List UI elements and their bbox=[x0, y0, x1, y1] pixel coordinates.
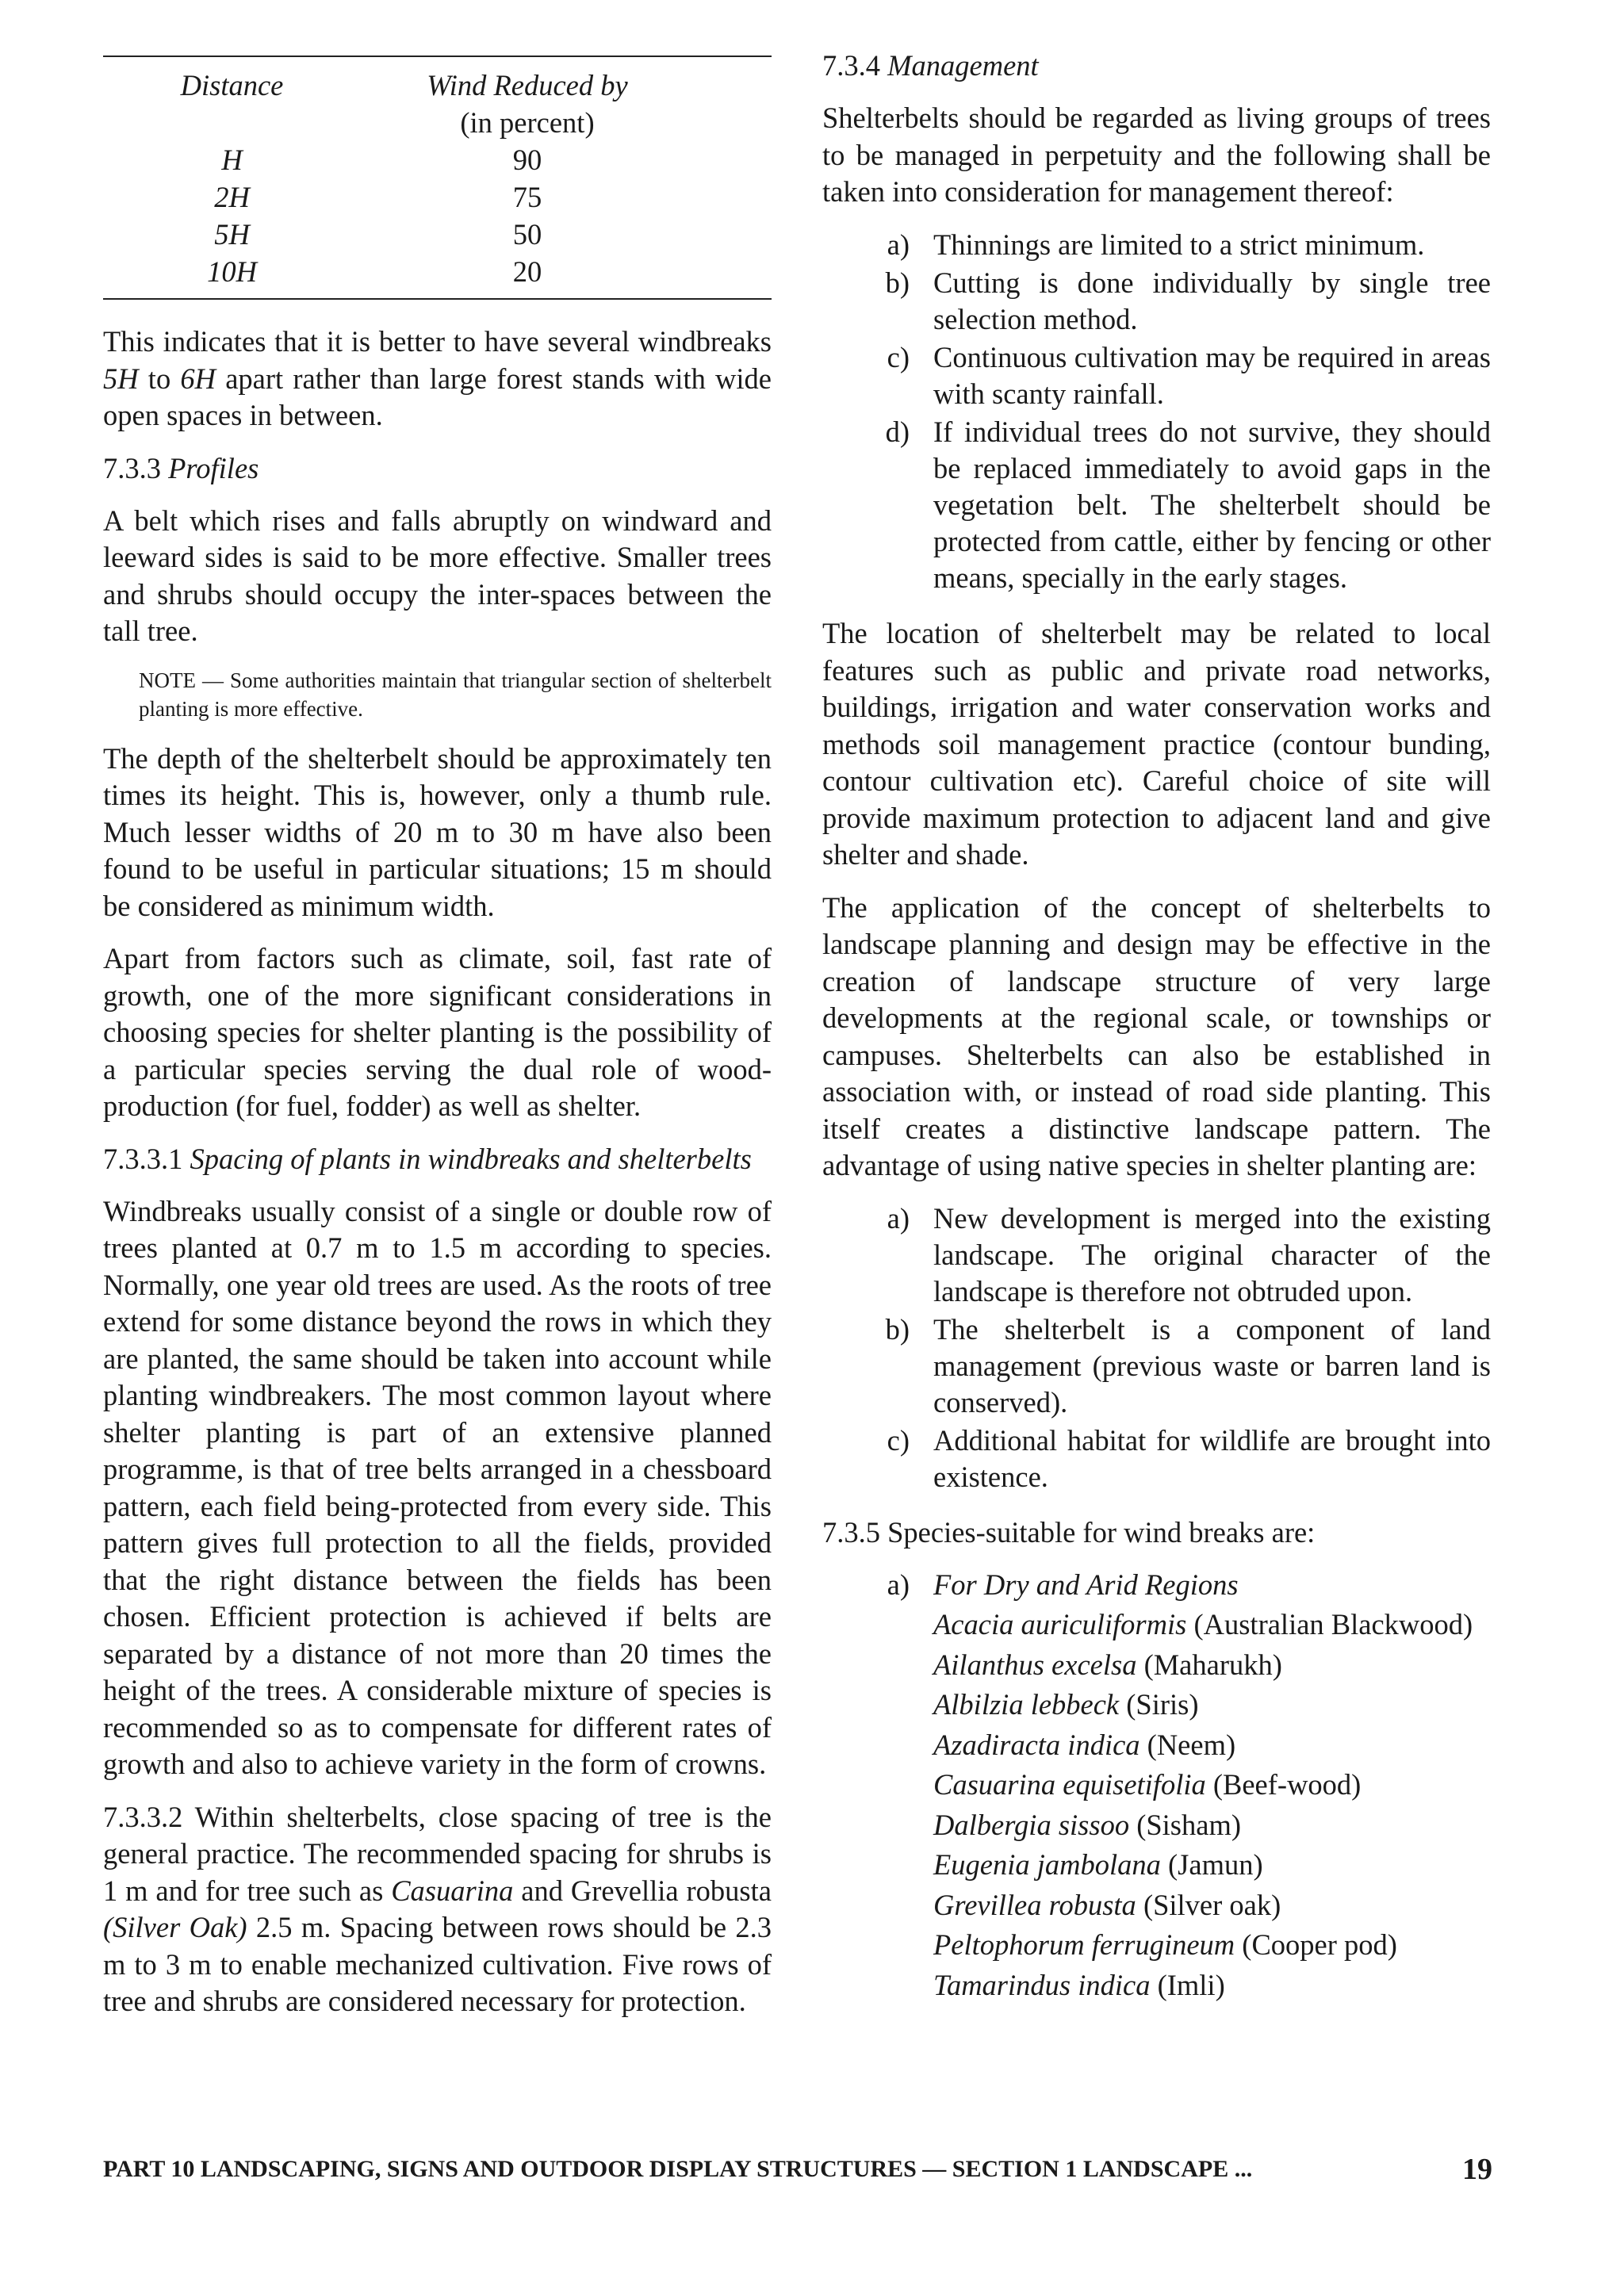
note: NOTE — Some authorities maintain that triangular section of shelterbelt planting is more effective. bbox=[139, 668, 772, 721]
heading-7-3-3: 7.3.3 Profiles bbox=[103, 451, 259, 484]
list-item: c) Additional habitat for wildlife are brought into existence. bbox=[887, 1423, 1491, 1493]
species-group: a) For Dry and Arid Regions bbox=[822, 1567, 1491, 1604]
table-header-wind-reduced: Wind Reduced by bbox=[427, 69, 628, 101]
list-item: Tamarindus indica (Imli) bbox=[933, 1968, 1225, 2001]
table-cell-reduced: 90 bbox=[512, 144, 542, 176]
paragraph-profiles: A belt which rises and falls abruptly on windward and leeward sides is said to be more effective. Smaller trees and shrubs should occupy the inter-spaces between the tall tree. bbox=[103, 503, 772, 647]
list-item: Casuarina equisetifolia (Beef-wood) bbox=[933, 1768, 1362, 1801]
paragraph-location: The location of shelterbelt may be related to local features such as public and private road networks, buildings, irrigation and water conservation works and methods soil management practice (contour bunding, contour cultivation etc). Careful choice of site will provide maximum protection to adjacent land and give shelter and shade. bbox=[822, 617, 1491, 871]
list-item: Ailanthus excelsa (Maharukh) bbox=[933, 1648, 1282, 1681]
list-item: Dalbergia sissoo (Sisham) bbox=[933, 1808, 1241, 1841]
list-item: a) Thinnings are limited to a strict minimum. bbox=[887, 228, 1425, 261]
table-cell-reduced: 50 bbox=[512, 218, 542, 251]
paragraph-species-factors: Apart from factors such as climate, soil, fast rate of growth, one of the more significant considerations in choosing species for shelter planting is the possibility of a particular species serving the dual role of wood-production (for fuel, fodder) as well as shelter. bbox=[103, 942, 772, 1122]
list-item: c) Continuous cultivation may be required in areas with scanty rainfall. bbox=[887, 341, 1491, 410]
management-list bbox=[822, 227, 1491, 597]
paragraph-windbreak-rows: Windbreaks usually consist of a single or double row of trees planted at 0.7 m to 1.5 m according to species. Normally, one year old trees are used. As the roots of tree extend for some distance beyond the rows in which they are planted, the same should be taken into account while planting windbreakers. The most common layout where shelter planting is part of an extensive planned programme, is that of tree belts arranged in a chessboard pattern, each field being-protected from every side. This pattern gives full protection to all the fields, provided that the right distance between the fields has been chosen. Efficient protection is achieved if belts are separated by a distance of not more than 20 times the height of the trees. A considerable mixture of species is recommended so as to compensate for different rates of growth and also to achieve variety in the form of crowns. bbox=[103, 1194, 772, 1780]
heading-7-3-5: 7.3.5 Species-suitable for wind breaks are: bbox=[822, 1515, 1316, 1549]
left-column bbox=[103, 48, 772, 2036]
heading-7-3-3-1: 7.3.3.1 Spacing of plants in windbreaks and shelterbelts bbox=[103, 1142, 752, 1175]
table-row bbox=[103, 216, 772, 253]
paragraph-windbreak-spacing: This indicates that it is better to have several windbreaks 5H to 6H apart rather than large forest stands with wide open spaces in between. bbox=[103, 325, 772, 431]
species-list bbox=[933, 1605, 1491, 2005]
wind-reduction-table bbox=[103, 56, 772, 300]
advantages-list bbox=[822, 1200, 1491, 1495]
species-group-heading: For Dry and Arid Regions bbox=[933, 1568, 1239, 1601]
table-row bbox=[103, 253, 772, 290]
paragraph-application: The application of the concept of shelterbelts to landscape planning and design may be effective in the creation of landscape structure of very large developments at the regional scale, or townships or campuses. Shelterbelts can also be established in association with, or instead of road side planting. This itself creates a distinctive landscape pattern. The advantage of using native species in shelter planting are: bbox=[822, 890, 1491, 1181]
table-header-row bbox=[103, 67, 772, 104]
list-item: Azadiracta indica (Neem) bbox=[933, 1728, 1236, 1761]
list-item: a) New development is merged into the existing landscape. The original character of the landscape is therefore not obtruded upon. bbox=[887, 1201, 1491, 1307]
table-cell-reduced: 20 bbox=[512, 255, 542, 288]
list-item: Eugenia jambolana (Jamun) bbox=[933, 1848, 1263, 1881]
list-item: Peltophorum ferrugineum (Cooper pod) bbox=[933, 1928, 1397, 1961]
list-item: Acacia auriculiformis (Australian Blackwood) bbox=[933, 1608, 1473, 1641]
table-cell-distance: 10H bbox=[207, 255, 257, 288]
right-column bbox=[822, 48, 1491, 2005]
footer-title: PART 10 LANDSCAPING, SIGNS AND OUTDOOR DISPLAY STRUCTURES — SECTION 1 LANDSCAPE ... bbox=[103, 2156, 1253, 2182]
heading-7-3-4: 7.3.4 Management bbox=[822, 49, 1039, 82]
list-item: b) Cutting is done individually by single tree selection method. bbox=[885, 266, 1491, 335]
table-header-subrow bbox=[103, 104, 772, 141]
table-header-distance: Distance bbox=[180, 69, 284, 101]
table-row bbox=[103, 141, 772, 178]
page-footer bbox=[103, 2154, 1492, 2185]
page-number: 19 bbox=[1462, 2153, 1492, 2186]
table-cell-distance: H bbox=[221, 144, 243, 176]
paragraph-depth: The depth of the shelterbelt should be approximately ten times its height. This is, however, only a thumb rule. Much lesser widths of 20 m to 30 m have also been found to be useful in particular situations; 15 m should be considered as minimum width. bbox=[103, 741, 772, 922]
list-item: Albilzia lebbeck (Siris) bbox=[933, 1688, 1199, 1721]
list-item: b) The shelterbelt is a component of land management (previous waste or barren land is conserved). bbox=[885, 1312, 1491, 1418]
table-cell-reduced: 75 bbox=[512, 181, 542, 213]
list-item: Grevillea robusta (Silver oak) bbox=[933, 1888, 1281, 1921]
paragraph-7-3-3-2: 7.3.3.2 Within shelterbelts, close spacing of tree is the general practice. The recommended spacing for shrubs is 1 m and for tree such as Casuarina and Grevellia robusta (Silver Oak) 2.5 m. Spacing between rows should be 2.3 m to 3 m to enable mechanized cultivation. Five rows of tree and shrubs are considered necessary for protection. bbox=[103, 1800, 772, 2017]
table-header-unit: (in percent) bbox=[460, 106, 595, 139]
paragraph-management-intro: Shelterbelts should be regarded as living groups of trees to be managed in perpetuity and the following shall be taken into consideration for management thereof: bbox=[822, 101, 1491, 208]
list-item: d) If individual trees do not survive, they should be replaced immediately to avoid gaps in the vegetation belt. The shelterbelt should be protected from cattle, either by fencing or other means, specially in the early stages. bbox=[885, 415, 1491, 594]
table-row bbox=[103, 178, 772, 216]
table-cell-distance: 2H bbox=[214, 181, 250, 213]
table-cell-distance: 5H bbox=[214, 218, 250, 251]
